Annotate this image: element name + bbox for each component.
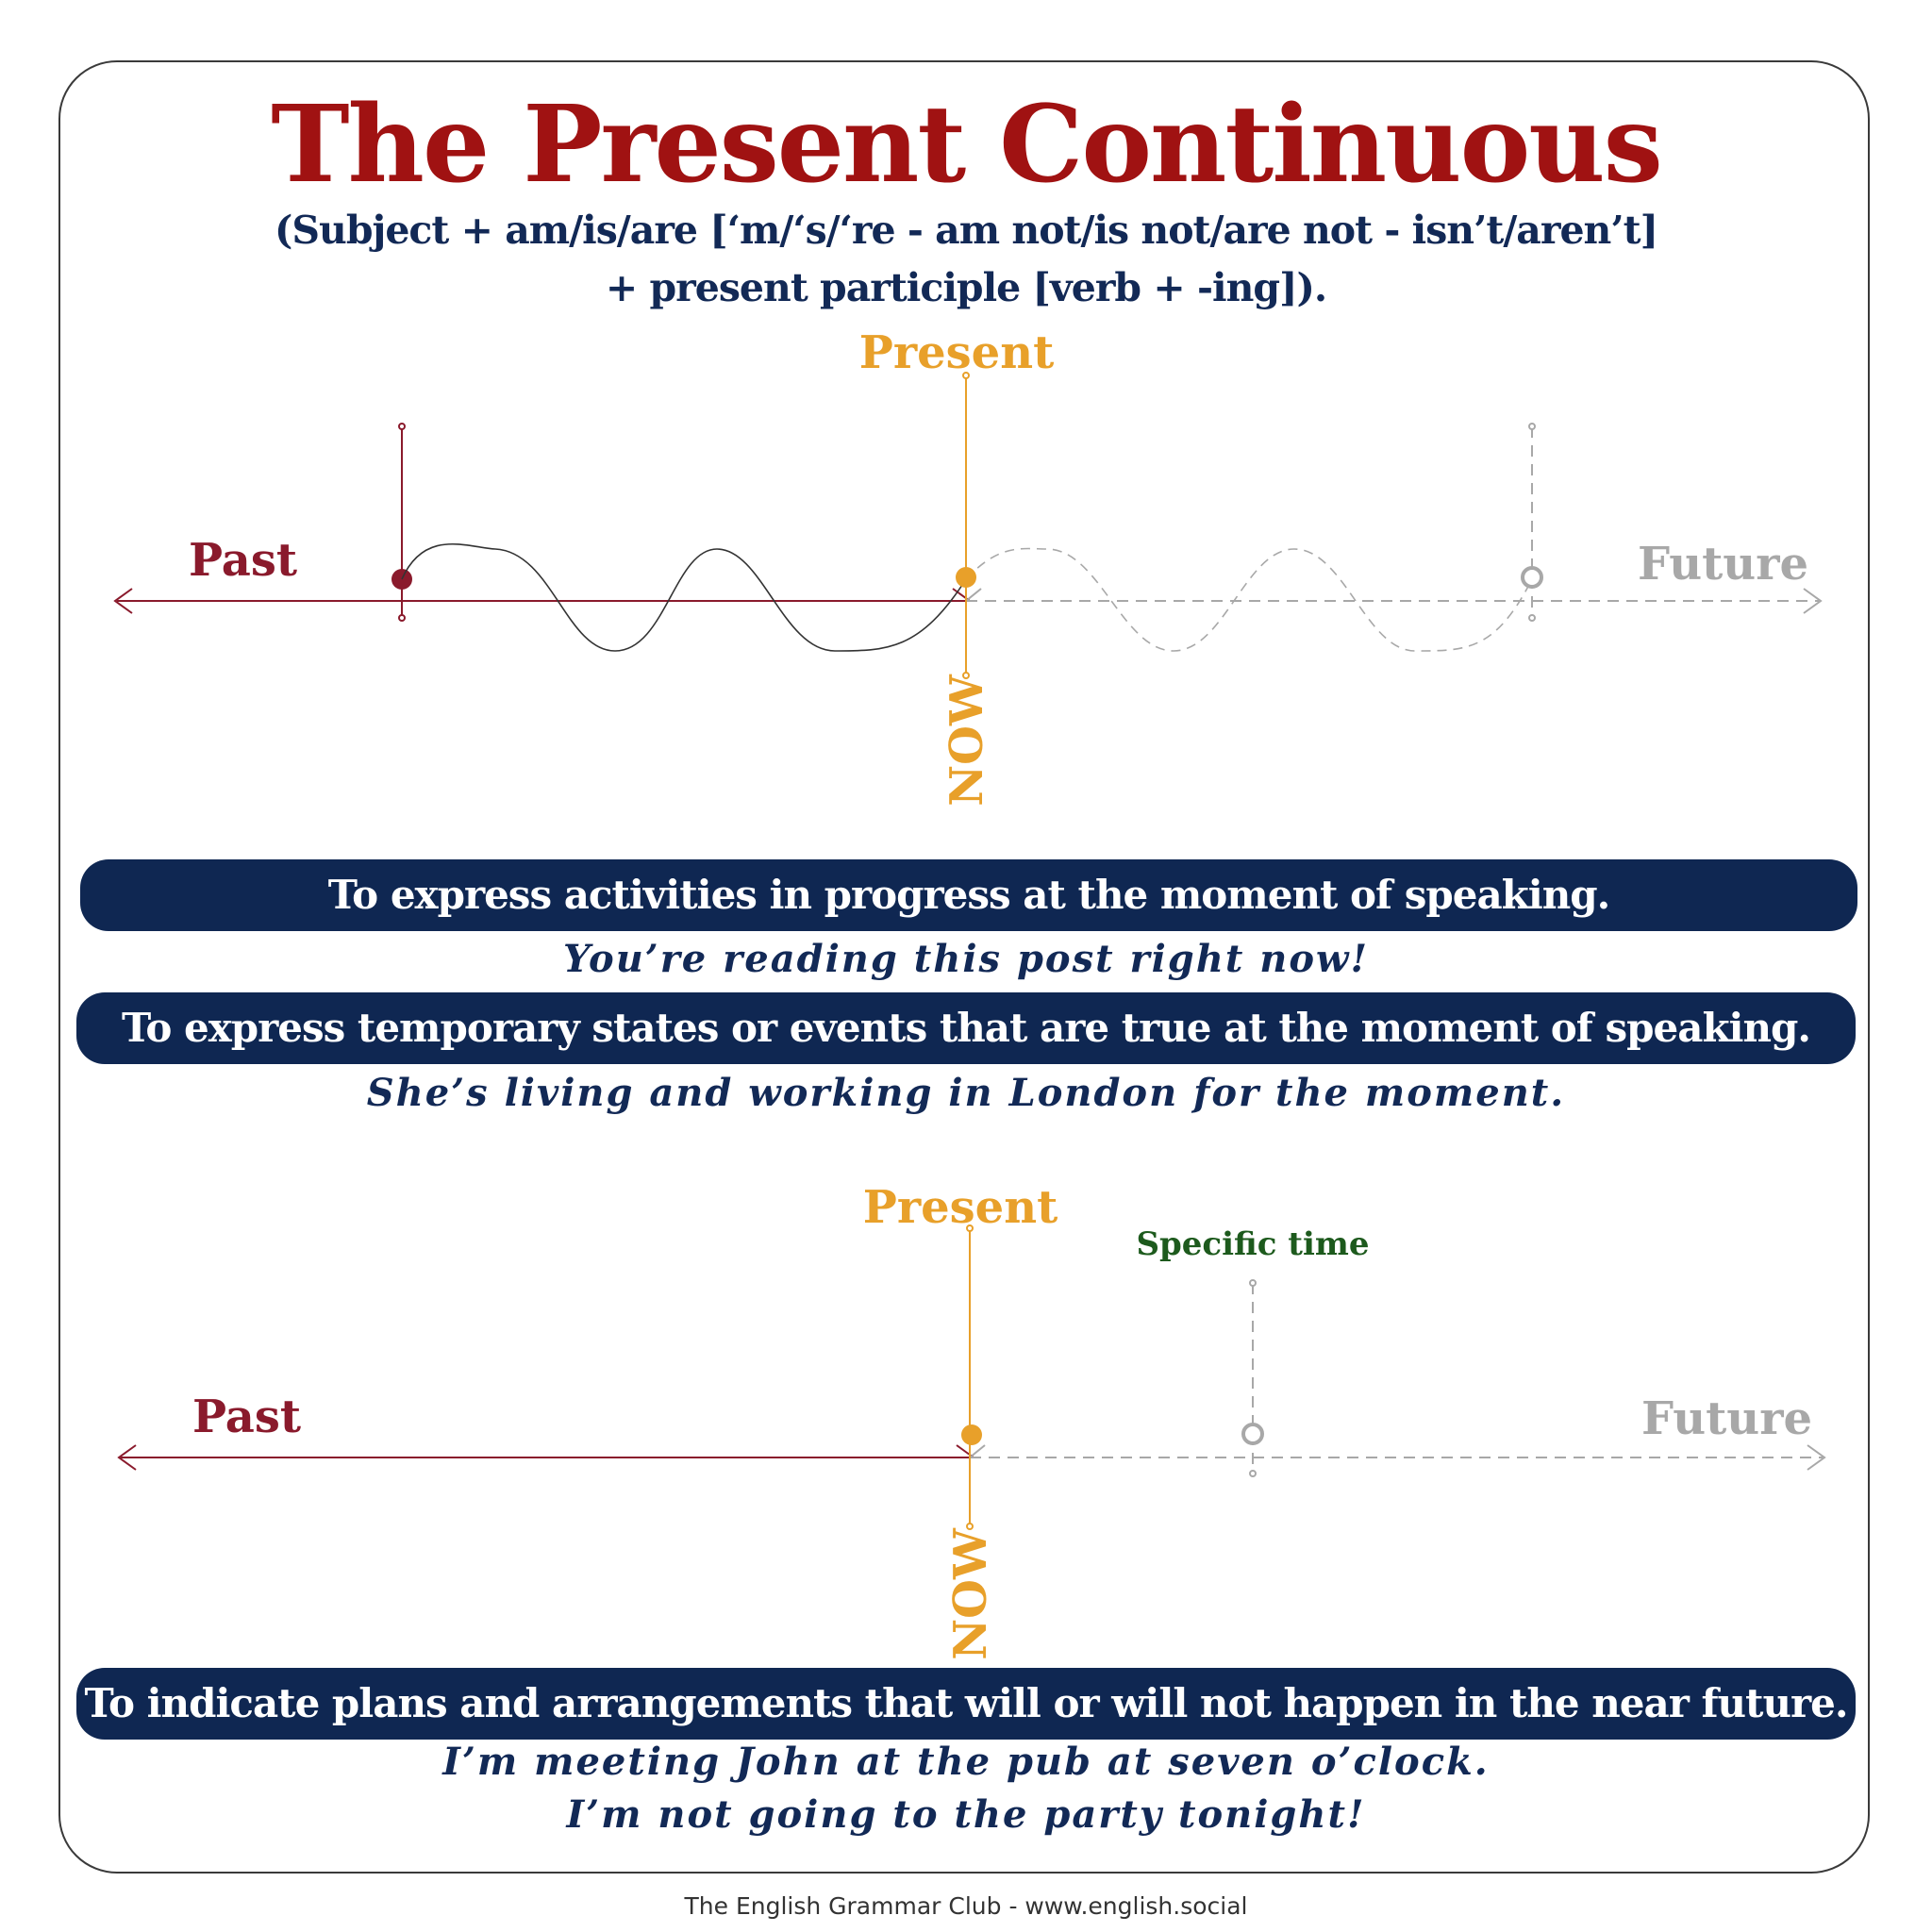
specific-time-cap [1250,1280,1256,1286]
formula-line-2: + present participle [verb + -ing]). [605,265,1327,310]
specific-time-label: Specific time [1136,1225,1370,1263]
start-marker-foot [399,615,405,621]
future-marker-cap [1529,424,1535,429]
use-banner-2: To express temporary states or events that are true at the moment of speaking. [76,992,1856,1064]
future-axis-joint [970,1445,985,1457]
now-label: NOW [944,1528,997,1660]
present-label: Present [858,326,1055,379]
footer-credit: The English Grammar Club - www.english.social [684,1892,1248,1920]
example-3b: I’m not going to the party tonight! [566,1792,1366,1837]
formula-line-1: (Subject + am/is/are [‘m/‘s/‘re - am not/is not/are not - isn’t/aren’t] [275,208,1657,253]
start-marker-cap [399,424,405,429]
example-2: She’s living and working in London for the moment. [366,1071,1566,1115]
example-3a: I’m meeting John at the pub at seven o’clock. [442,1740,1490,1784]
present-point [961,1424,982,1445]
page-title: The Present Continuous [271,83,1661,207]
future-point [1523,568,1541,587]
specific-time-point [1243,1424,1262,1443]
now-label: NOW [941,675,993,807]
future-label: Future [1638,538,1809,591]
timeline-1 [115,326,1821,807]
past-label: Past [192,1391,302,1443]
past-label: Past [189,534,298,587]
present-label: Present [862,1181,1058,1234]
use-banner-3: To indicate plans and arrangements that will or will not happen in the near future. [76,1668,1856,1740]
activity-wave-future [966,549,1532,651]
timeline-2 [119,1181,1824,1660]
future-marker-foot [1529,615,1535,621]
use-banner-1: To express activities in progress at the moment of speaking. [80,859,1857,931]
present-line-foot [967,1524,973,1529]
future-label: Future [1641,1392,1813,1445]
present-point [956,567,976,588]
activity-wave [402,544,966,651]
specific-time-foot [1250,1471,1256,1476]
future-axis-joint [966,589,981,601]
example-1: You’re reading this post right now! [562,937,1370,981]
